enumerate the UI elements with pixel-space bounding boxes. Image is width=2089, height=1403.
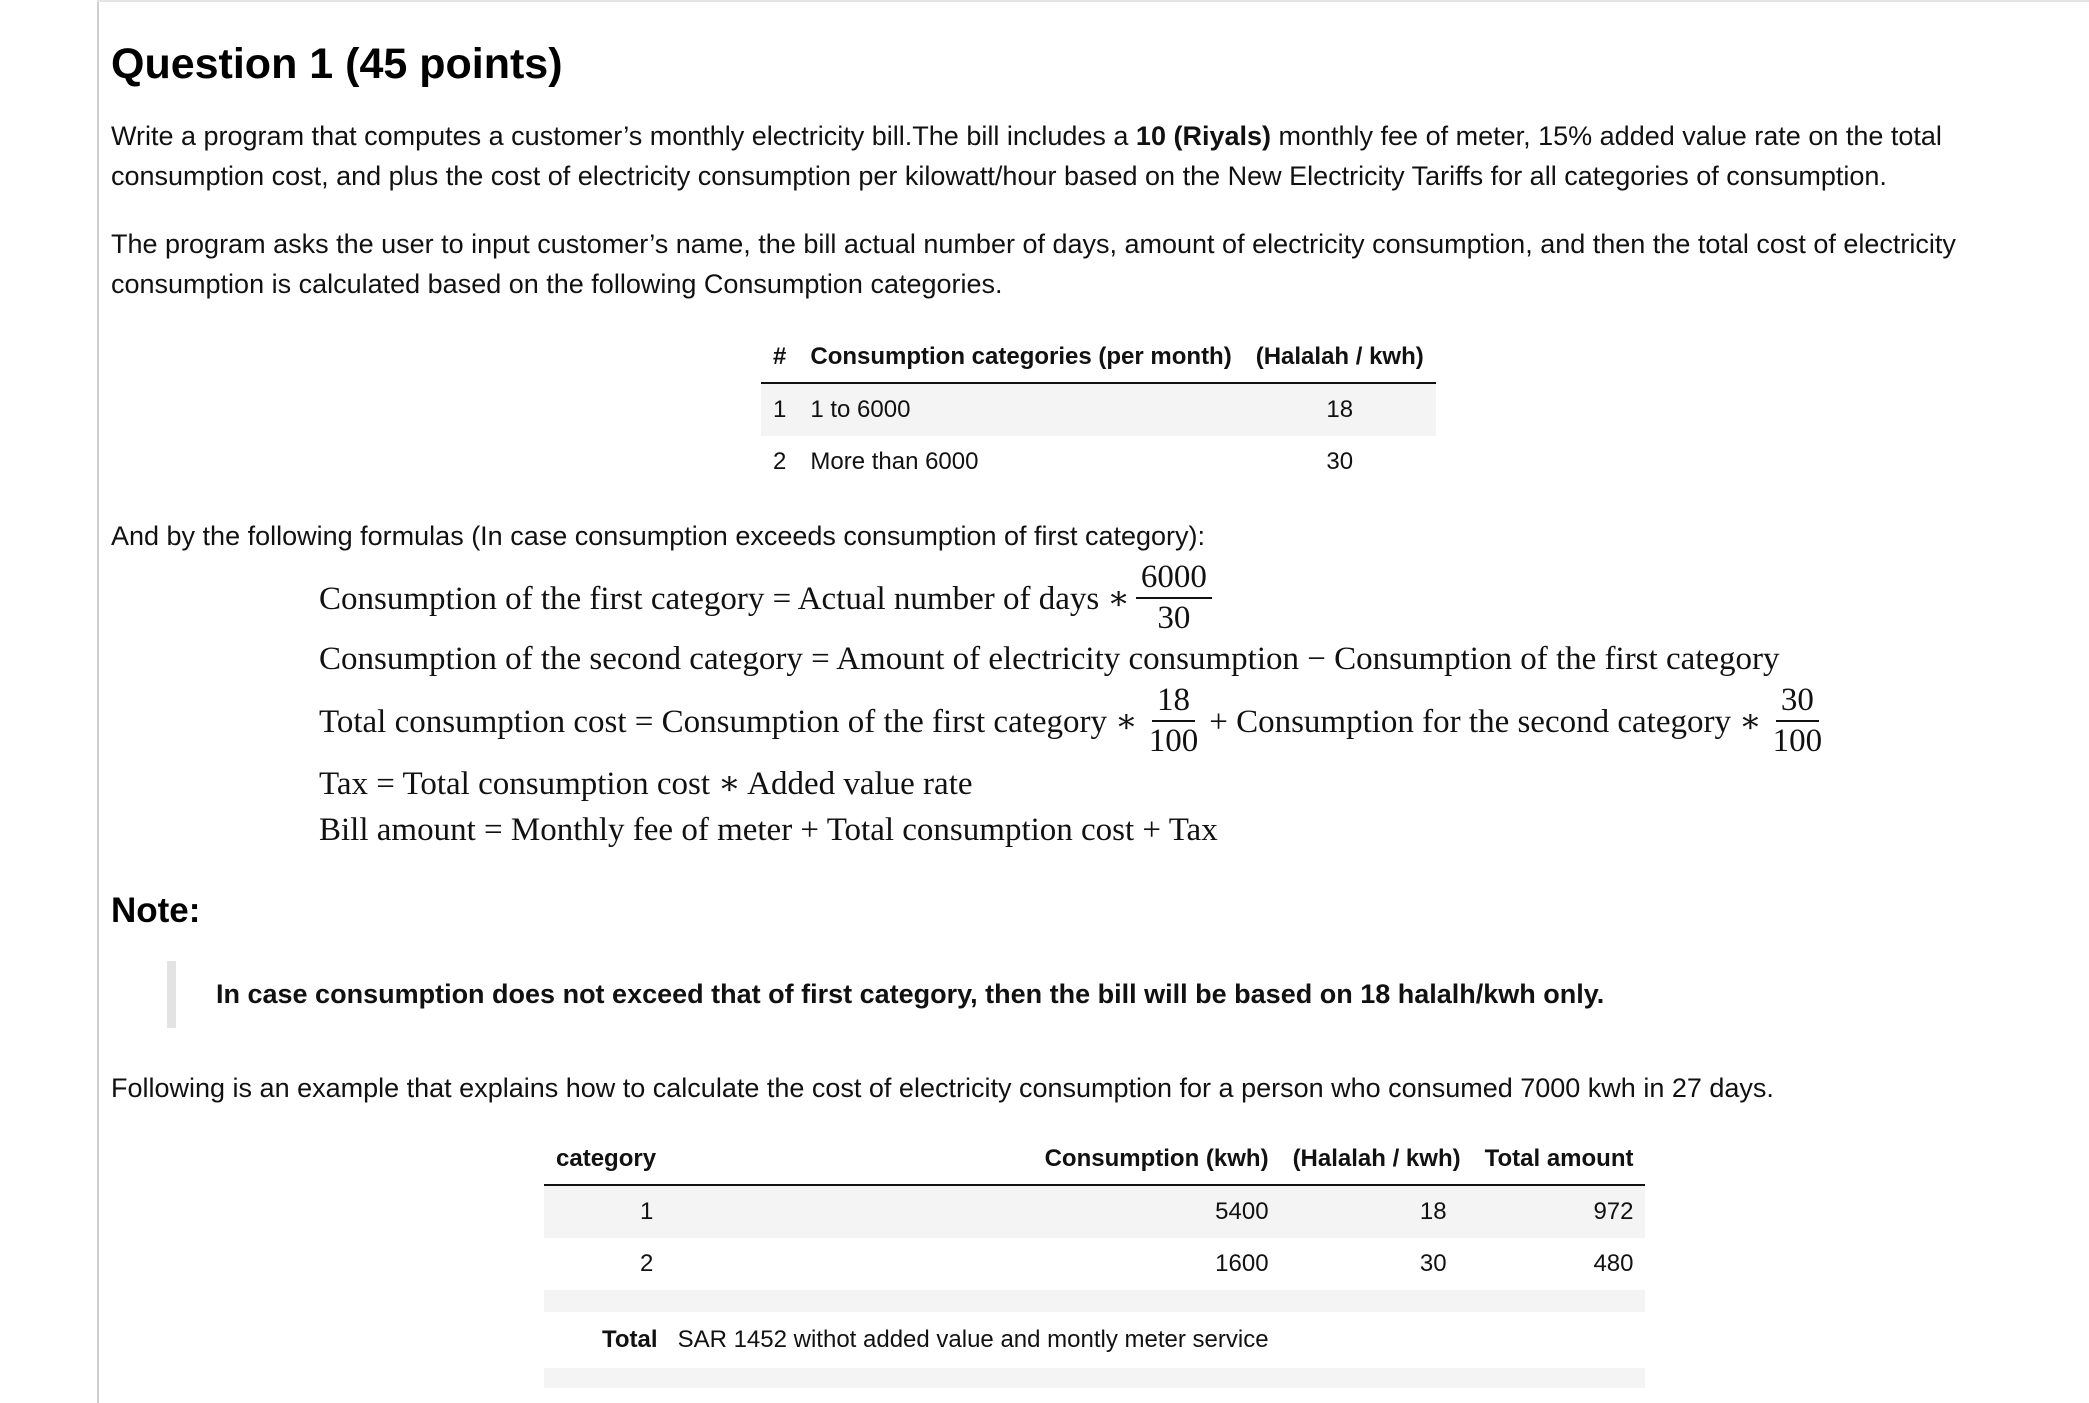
formula-total-cost (319, 683, 2061, 758)
table-row (761, 436, 1436, 488)
formula-tax (319, 759, 2061, 807)
formula-text: Total consumption cost = Consumption of the first category ∗ (319, 703, 1138, 740)
categories-table (761, 332, 1436, 488)
example-intro: Following is an example that explains how to calculate the cost of electricity consumption for a person who consumed 7000 kwh in 27 days. (111, 1072, 1774, 1103)
fraction (1768, 683, 1828, 758)
col-header-number: # (761, 332, 798, 383)
formula-bill-amount (319, 807, 2061, 855)
cell-rate: 18 (1281, 1185, 1473, 1238)
cell-top-border (97, 0, 2089, 2)
cell-category: 2 (640, 1249, 654, 1277)
cell-total: 972 (1473, 1185, 1646, 1238)
cell-number: 2 (773, 448, 787, 475)
col-header-total: Total amount (1473, 1134, 1646, 1185)
formula-text: + Consumption for the second category ∗ (1209, 703, 1762, 740)
intro-paragraph (111, 116, 2061, 196)
cell-rate: 30 (1419, 1249, 1447, 1277)
note-blockquote: In case consumption does not exceed that of first category, then the bill will be based on 18 halalh/kwh only. (167, 961, 2061, 1028)
table-spacer-row (544, 1290, 1645, 1312)
cell-rate: 30 (1326, 448, 1354, 475)
total-text: SAR 1452 withot added value and montly meter service (677, 1325, 1269, 1353)
table-row (761, 383, 1436, 436)
fraction-numerator: 6000 (1136, 560, 1212, 599)
formula-second-category (319, 635, 2061, 683)
formula-text: Consumption of the second category = Amount of electricity consumption − Consumption of the first category (319, 640, 1780, 677)
fraction-denominator: 100 (1148, 722, 1199, 759)
table-spacer-row (544, 1368, 1645, 1388)
table-row (544, 1238, 1645, 1290)
table-header-row (544, 1134, 1645, 1185)
fraction (1136, 560, 1212, 635)
table-total-row (544, 1312, 1645, 1368)
cell-total: 480 (1593, 1249, 1634, 1277)
meter-fee-bold: 10 (Riyals) (1135, 121, 1271, 151)
cell-consumption: 5400 (1008, 1185, 1281, 1238)
question-title: Question 1 (45 points) (111, 40, 563, 88)
fraction-denominator: 100 (1772, 722, 1823, 759)
intro-text-1: Write a program that computes a customer’s monthly electricity bill.The bill includes a (111, 121, 1136, 151)
formula-text: Tax = Total consumption cost ∗ Added value rate (319, 765, 973, 802)
table-row (544, 1185, 1645, 1238)
intro-text-2: monthly fee of meter, 15% added value rate on the total consumption cost, and plus the cost of electricity consumption per kilowatt/hour based on the New Electricity Tariffs for all categories of consumption. (111, 121, 1942, 191)
cell-rate: 18 (1244, 383, 1436, 436)
example-table (544, 1134, 1645, 1388)
formulas-intro: And by the following formulas (In case consumption exceeds consumption of first category): (111, 521, 1206, 551)
markdown-cell (111, 36, 2061, 1388)
formula-text: Bill amount = Monthly fee of meter + Total consumption cost + Tax (319, 812, 1218, 849)
input-paragraph: The program asks the user to input customer’s name, the bill actual number of days, amount of electricity consumption, and then the total cost of electricity consumption is calculated based on the following Consumption categories. (111, 229, 1956, 299)
col-header-rate: (Halalah / kwh) (1281, 1134, 1473, 1185)
cell-gutter (0, 0, 99, 1403)
total-label: Total (602, 1325, 658, 1353)
cell-consumption: 1600 (1215, 1249, 1269, 1277)
cell-category: 1 to 6000 (798, 383, 1243, 436)
total-cell (544, 1312, 1281, 1368)
cell-category: More than 6000 (810, 448, 979, 475)
cell-category: 1 (544, 1185, 1008, 1238)
fraction-numerator: 30 (1776, 683, 1819, 722)
cell-number: 1 (761, 383, 798, 436)
col-header-consumption: Consumption (kwh) (1008, 1134, 1281, 1185)
col-header-category: Consumption categories (per month) (798, 332, 1243, 383)
fraction-denominator: 30 (1157, 599, 1191, 636)
fraction-numerator: 18 (1152, 683, 1195, 722)
formulas-block (319, 560, 2061, 855)
fraction (1144, 683, 1204, 758)
col-header-rate: (Halalah / kwh) (1244, 332, 1436, 383)
col-header-category: category (544, 1134, 1008, 1185)
table-header-row (761, 332, 1436, 383)
formula-first-category (319, 560, 2061, 635)
note-heading: Note: (111, 890, 201, 930)
formula-text: Consumption of the first category = Actual number of days ∗ (319, 580, 1130, 617)
